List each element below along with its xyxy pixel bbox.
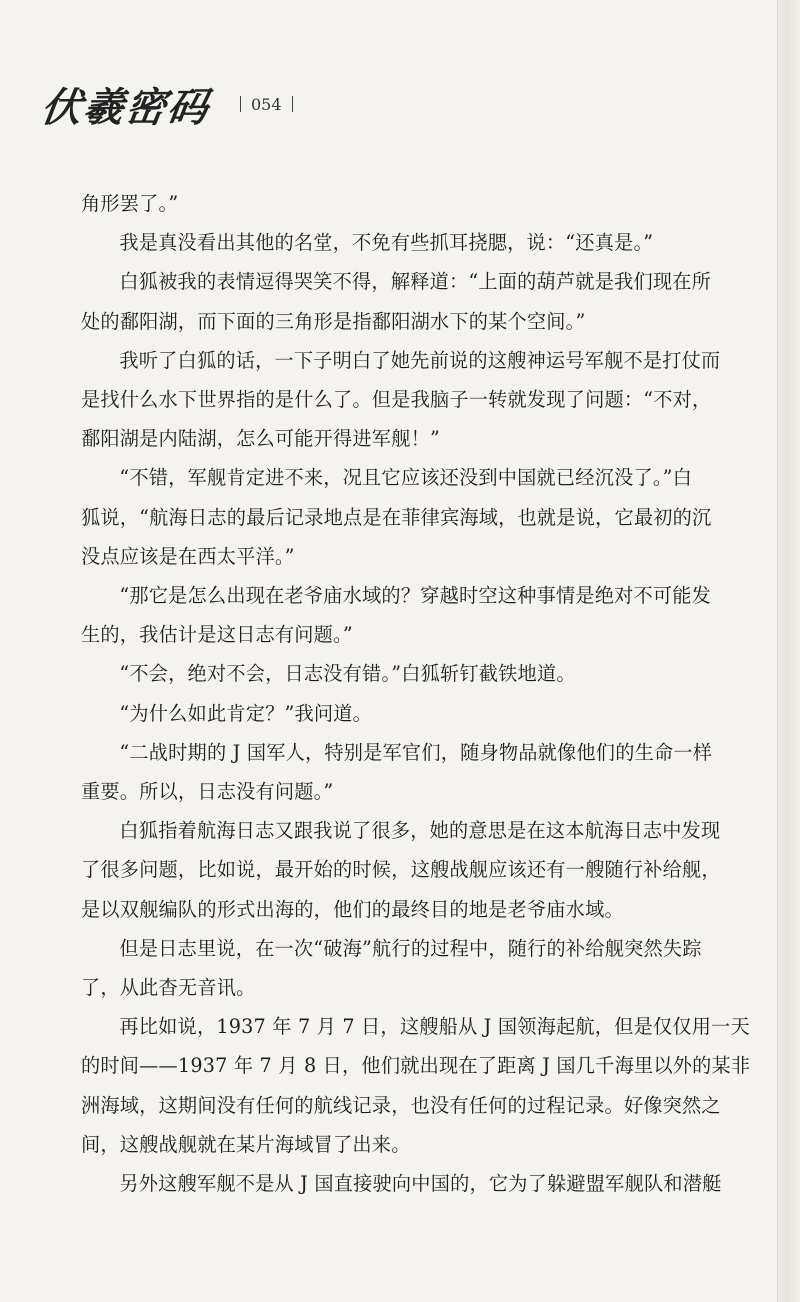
book-title: 伏羲密码 (38, 83, 213, 131)
paragraph: “那它是怎么出现在老爷庙水域的？穿越时空这种事情是绝对不可能发 生的，我估计是这日志有问题。” (81, 584, 712, 647)
paragraph: 我是真没看出其他的名堂，不免有些抓耳挠腮，说：“还真是。” (119, 231, 654, 255)
paragraph: 再比如说，1937 年 7 月 7 日，这艘船从 J 国领海起航，但是仅仅用一天 的时间——1937 年 7 月 8 日，他们就出现在了距离 J 国几千海里以外的某非 洲海域，这期间没有任何的航线记录，也没有任何的过程记录。好像突然之 间，这艘战舰就在某片海域冒了出来。 (81, 1015, 751, 1156)
body-text (81, 184, 771, 1203)
paragraph: “为什么如此肯定？”我问道。 (119, 701, 373, 725)
paragraph: “不会，绝对不会，日志没有错。”白狐斩钉截铁地道。 (119, 662, 576, 686)
paragraph: “不错，军舰肯定进不来，况且它应该还没到中国就已经沉没了。”白 狐说，“航海日志的最后记录地点是在菲律宾海域，也就是说，它最初的沉 没点应该是在西太平洋。” (81, 466, 712, 568)
page-number-box (240, 95, 293, 114)
paragraph: 白狐指着航海日志又跟我说了很多，她的意思是在这本航海日志中发现 了很多问题，比如说，最开始的时候，这艘战舰应该还有一艘随行补给舰， 是以双舰编队的形式出海的，他们的最终目的地是老爷庙水域。 (81, 819, 721, 921)
paragraph: 另外这艘军舰不是从 J 国直接驶向中国的，它为了躲避盟军舰队和潜艇 (119, 1172, 722, 1196)
page-number-divider-left (240, 96, 241, 112)
paragraph: 白狐被我的表情逗得哭笑不得，解释道：“上面的葫芦就是我们现在所 处的鄱阳湖，而下面的三角形是指鄱阳湖水下的某个空间。” (81, 270, 712, 333)
paragraph: 但是日志里说，在一次“破海”航行的过程中，随行的补给舰突然失踪 了，从此杳无音讯。 (81, 936, 702, 1000)
paragraph: 角形罢了。” (81, 192, 179, 215)
page-header (38, 74, 293, 134)
page-number: 054 (251, 94, 282, 114)
paragraph: “二战时期的 J 国军人，特别是军官们，随身物品就像他们的生命一样 重要。所以，日志没有问题。” (81, 740, 713, 804)
page-edge (778, 0, 800, 1302)
paragraph: 我听了白狐的话，一下子明白了她先前说的这艘神运号军舰不是打仗而 是找什么水下世界指的是什么了。但是我脑子一转就发现了问题：“不对， 鄱阳湖是内陆湖，怎么可能开得进军舰！” (81, 348, 721, 451)
page-number-divider-right (292, 96, 293, 112)
